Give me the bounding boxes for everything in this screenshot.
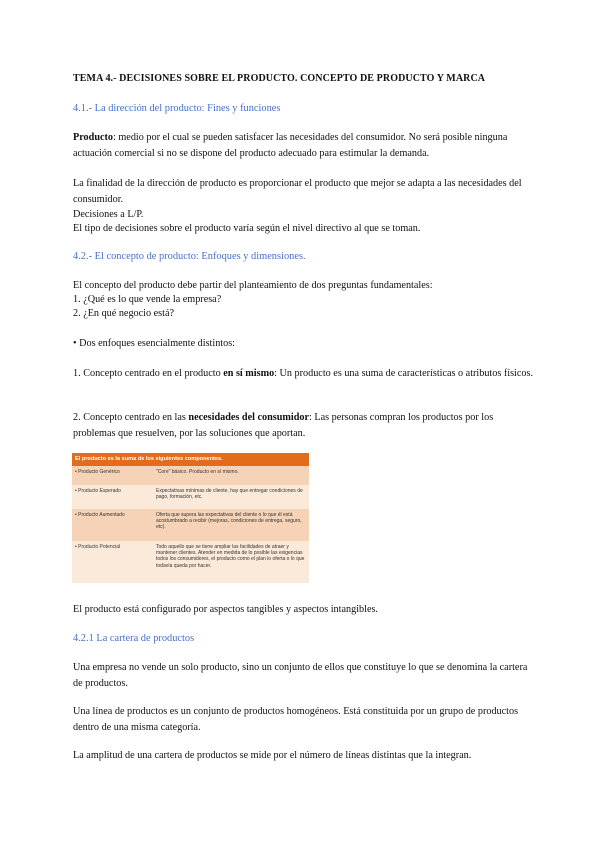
table-row — [72, 485, 309, 509]
concepto-paragraph: El concepto del producto debe partir del planteamiento de dos preguntas fundamentales: — [73, 280, 433, 291]
enfoque-2-rest: : Las personas compran los productos por los problemas que resuelven, por las soluciones que aportan. — [73, 412, 494, 439]
enfoque-2 — [73, 410, 533, 441]
table-header: El producto es la suma de los siguientes componentes. — [72, 453, 309, 466]
tipo-decisiones-line: El tipo de decisiones sobre el producto varía según el nivel directivo al que se toman. — [73, 223, 421, 234]
producto-definition — [73, 130, 533, 161]
table-cell-desc: Oferta que supera las expectativas del cliente o lo que él está acostumbrado a recibir (mejoras, condiciones de entrega, seguro, etc). — [156, 512, 302, 531]
table-cell-desc: Expectativas mínimas de cliente, hay que entregar condiciones de pago, formación, etc. — [156, 488, 303, 501]
table-row — [72, 541, 309, 583]
enfoque-1-lead: 1. Concepto centrado en el producto — [73, 368, 224, 379]
section-4-2-heading: 4.2.- El concepto de producto: Enfoques y dimensiones. — [73, 251, 306, 262]
table-cell-name: • Producto Esperado — [75, 488, 121, 494]
enfoque-1 — [73, 366, 533, 382]
table-cell-desc: Todo aquello que se tiene ampliar las facilidades de atraer y mantener clientes. Atender en medida de lo posible las exigencias todos los consumidores, el producto como el plan lo oferta o lo que todavía queda por hacer. — [156, 544, 305, 569]
decisiones-line: Decisiones a L/P. — [73, 209, 144, 220]
enfoque-2-bold: necesidades del consumidor — [188, 412, 309, 423]
document-title: TEMA 4.- DECISIONES SOBRE EL PRODUCTO. CONCEPTO DE PRODUCTO Y MARCA — [73, 73, 486, 84]
cartera-paragraph: Una empresa no vende un solo producto, sino un conjunto de ellos que constituye lo que se denomina la cartera de productos. — [73, 662, 528, 689]
enfoques-bullet: • Dos enfoques esencialmente distintos: — [73, 338, 236, 349]
table-cell-name: • Producto Potencial — [75, 544, 121, 550]
section-4-1-heading: 4.1.- La dirección del producto: Fines y funciones — [73, 103, 281, 114]
tangibles-paragraph: El producto está configurado por aspectos tangibles y aspectos intangibles. — [73, 604, 378, 615]
producto-definition-text: : medio por el cual se pueden satisfacer las necesidades del consumidor. No será posible ninguna actuación comercial si no se dispone del producto adecuado para estimular la demanda. — [73, 132, 508, 159]
linea-paragraph: Una línea de productos es un conjunto de productos homogéneos. Está constituida por un grupo de productos dentro de una misma categoría. — [73, 706, 519, 733]
question-2: 2. ¿En qué negocio está? — [73, 308, 174, 319]
product-components-table — [72, 453, 309, 583]
section-4-2-1-heading: 4.2.1 La cartera de productos — [73, 633, 195, 644]
table-cell-desc: "Core" básico. Producto en sí mismo. — [156, 469, 239, 475]
table-row — [72, 466, 309, 485]
table-cell-name: • Producto Genérico — [75, 469, 120, 475]
question-1: 1. ¿Qué es lo que vende la empresa? — [73, 294, 222, 305]
producto-term: Producto — [73, 132, 113, 143]
enfoque-2-lead: 2. Concepto centrado en las — [73, 412, 189, 423]
enfoque-1-bold: en sí mismo — [223, 368, 275, 379]
table-cell-name: • Producto Aumentado — [75, 512, 125, 518]
enfoque-1-rest: : Un producto es una suma de características o atributos físicos. — [274, 368, 534, 379]
finalidad-paragraph: La finalidad de la dirección de producto es proporcionar el producto que mejor se adapta a las necesidades del consumidor. — [73, 178, 522, 205]
table-row — [72, 509, 309, 541]
amplitud-paragraph: La amplitud de una cartera de productos se mide por el número de líneas distintas que la integran. — [73, 750, 472, 761]
